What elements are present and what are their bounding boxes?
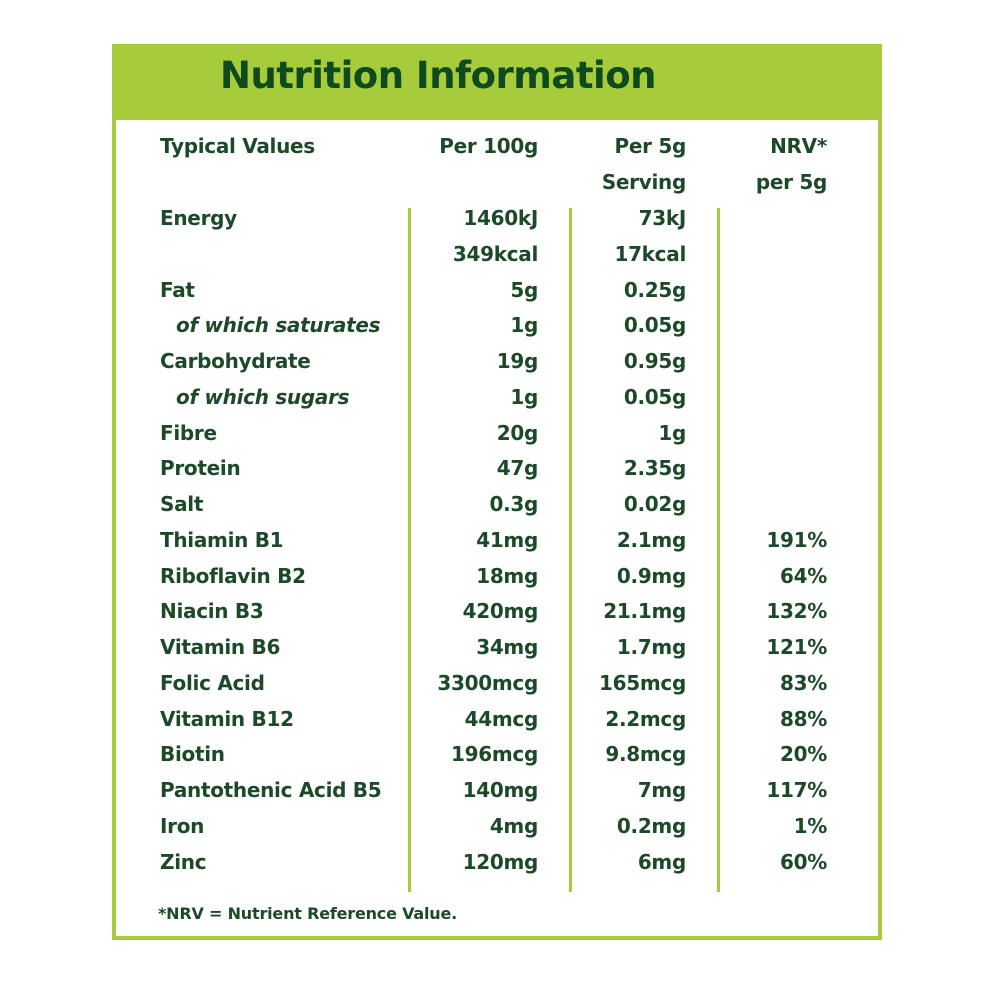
row-per-100g: 0.3g <box>489 492 538 516</box>
row-label: Fat <box>160 277 195 302</box>
row-per-5g: 165mcg <box>599 670 686 695</box>
row-per-5g: 0.05g <box>623 384 686 409</box>
row-nrv: 20% <box>780 742 827 767</box>
row-label: Thiamin B1 <box>160 527 284 552</box>
row-nrv: 60% <box>780 849 827 874</box>
row-per-100g: 41mg <box>476 527 538 552</box>
row-label: Folic Acid <box>160 670 265 695</box>
row-per-5g: 2.1mg <box>616 527 686 552</box>
header-nrv: NRV* <box>770 134 827 158</box>
row-per-5g: 9.8mcg <box>605 742 686 767</box>
row-label: Carbohydrate <box>160 349 311 373</box>
header-per-100g: Per 100g <box>439 134 538 158</box>
row-label: Riboflavin B2 <box>160 563 306 588</box>
row-nrv: 117% <box>766 778 827 802</box>
row-per-100g: 4mg <box>489 813 538 838</box>
row-nrv: 83% <box>780 670 827 695</box>
row-label: Protein <box>160 456 241 481</box>
row-label: Niacin B3 <box>160 599 264 624</box>
row-per-100g: 1460kJ <box>463 206 538 230</box>
row-nrv: 64% <box>780 563 827 588</box>
row-per-100g: 140mg <box>462 778 538 802</box>
row-per-5g: 1.7mg <box>616 635 686 659</box>
column-divider-2 <box>569 208 572 892</box>
row-per-100g: 349kcal <box>452 241 538 266</box>
header-per-5g: Per 5g <box>614 134 686 158</box>
row-nrv: 1% <box>793 813 827 838</box>
row-nrv: 88% <box>780 706 827 731</box>
row-per-100g: 1g <box>510 313 538 338</box>
row-nrv: 132% <box>766 599 827 624</box>
row-per-100g: 120mg <box>462 849 538 874</box>
row-per-5g: 6mg <box>637 849 686 874</box>
row-nrv: 121% <box>766 635 827 659</box>
row-per-100g: 196mcg <box>451 742 538 767</box>
row-label: Salt <box>160 492 204 516</box>
row-per-5g: 2.35g <box>623 456 686 481</box>
row-per-100g: 47g <box>496 456 538 481</box>
row-label: of which saturates <box>176 313 381 338</box>
header-band <box>112 44 882 120</box>
row-per-5g: 73kJ <box>638 206 686 230</box>
row-per-5g: 0.02g <box>623 492 686 516</box>
row-per-5g: 0.95g <box>623 349 686 373</box>
row-per-100g: 1g <box>510 384 538 409</box>
row-per-5g: 17kcal <box>614 241 686 266</box>
row-label: Iron <box>160 813 205 838</box>
row-label: Vitamin B12 <box>160 706 294 731</box>
row-per-100g: 5g <box>510 277 538 302</box>
panel-title: Nutrition Information <box>220 54 656 97</box>
row-per-5g: 0.05g <box>623 313 686 338</box>
row-label: Fibre <box>160 420 217 445</box>
row-per-5g: 7mg <box>637 778 686 802</box>
header-typical-values: Typical Values <box>160 134 315 158</box>
row-label: Pantothenic Acid B5 <box>160 778 382 802</box>
row-per-5g: 1g <box>658 420 686 445</box>
row-per-100g: 44mcg <box>464 706 538 731</box>
row-per-5g: 0.2mg <box>616 813 686 838</box>
row-per-100g: 20g <box>496 420 538 445</box>
row-per-100g: 18mg <box>476 563 538 588</box>
row-nrv: 191% <box>766 527 827 552</box>
footnote: *NRV = Nutrient Reference Value. <box>158 904 458 923</box>
row-label: Zinc <box>160 849 207 874</box>
row-label: Biotin <box>160 742 225 767</box>
header-serving: Serving <box>601 170 686 194</box>
row-per-100g: 420mg <box>462 599 538 624</box>
row-per-100g: 19g <box>496 349 538 373</box>
row-label: Energy <box>160 206 237 230</box>
nutrition-panel <box>112 44 882 940</box>
row-label: Vitamin B6 <box>160 635 281 659</box>
row-per-5g: 0.9mg <box>616 563 686 588</box>
row-per-5g: 0.25g <box>623 277 686 302</box>
column-divider-1 <box>408 208 411 892</box>
row-per-5g: 21.1mg <box>603 599 686 624</box>
row-per-5g: 2.2mcg <box>605 706 686 731</box>
row-per-100g: 3300mcg <box>437 670 538 695</box>
row-per-100g: 34mg <box>476 635 538 659</box>
column-divider-3 <box>717 208 720 892</box>
header-nrv-per-5g: per 5g <box>755 170 827 194</box>
row-label: of which sugars <box>176 384 350 409</box>
